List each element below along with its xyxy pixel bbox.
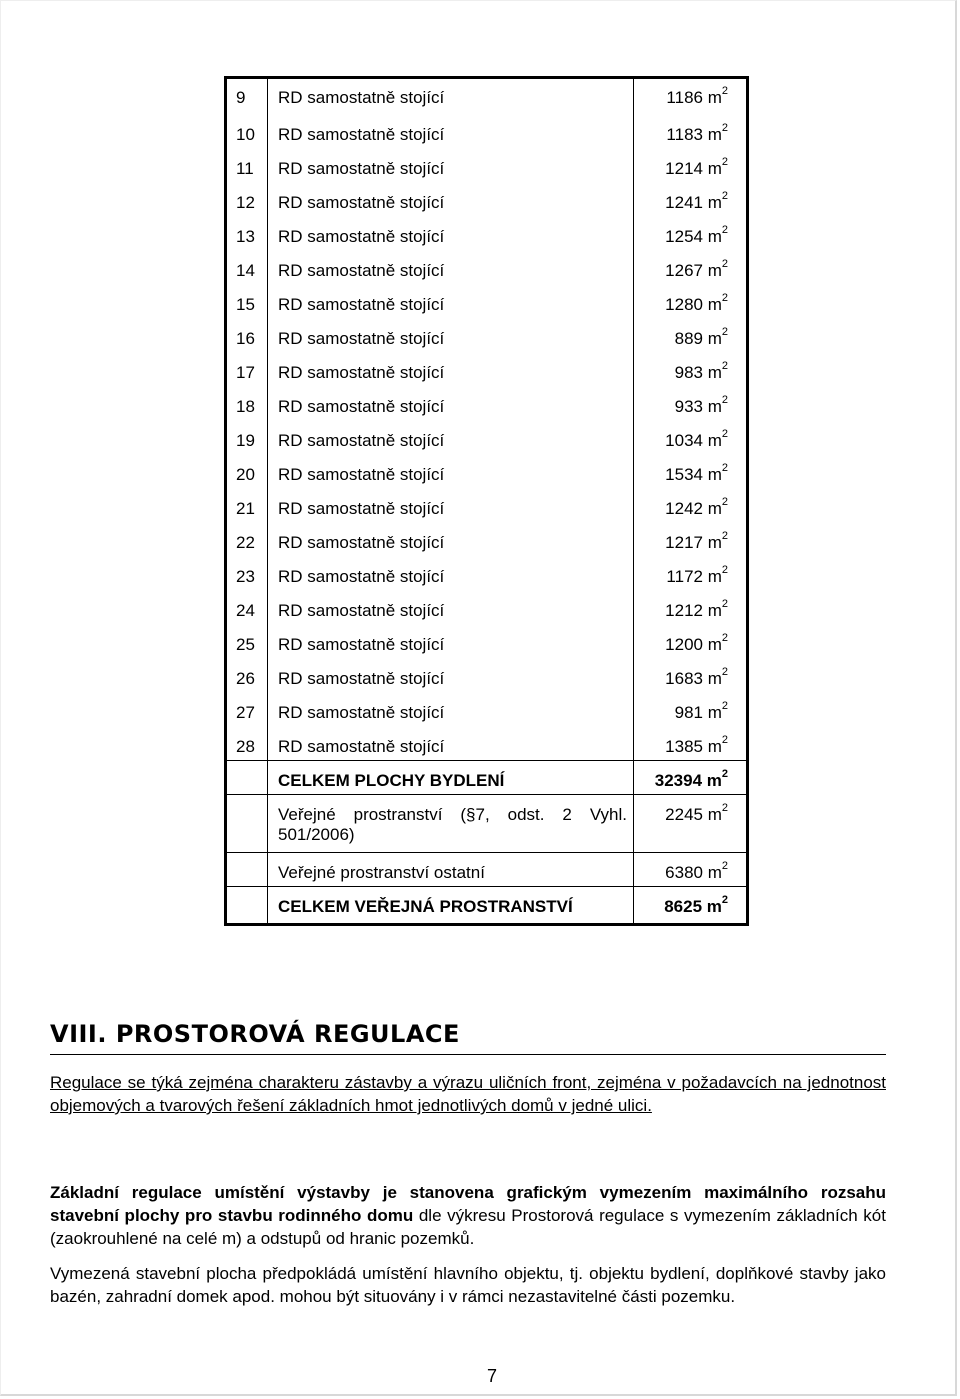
parcel-description: RD samostatně stojící bbox=[278, 464, 445, 484]
parcel-description: RD samostatně stojící bbox=[278, 702, 445, 722]
parcel-description: RD samostatně stojící bbox=[278, 532, 445, 552]
summary-num-cell bbox=[226, 795, 268, 853]
paragraph-regulation-scope: Regulace se týká zejména charakteru zástavby a výrazu uličních front, zejména v požadavcích na jednotnost objemových a tvarových řešení základních hmot jednotlivých domů v jedné ulici. bbox=[50, 1073, 886, 1115]
parcel-area-cell bbox=[634, 149, 748, 183]
table-row bbox=[226, 523, 748, 557]
parcel-number: 9 bbox=[226, 78, 268, 115]
page-number: 7 bbox=[486, 1366, 497, 1386]
table-row bbox=[226, 557, 748, 591]
parcel-area-unit-sup: 2 bbox=[721, 359, 728, 372]
parcel-number: 13 bbox=[226, 217, 268, 251]
parcel-description: RD samostatně stojící bbox=[278, 498, 445, 518]
parcel-area: 1034 m bbox=[665, 430, 722, 450]
parcel-area: 1254 m bbox=[665, 226, 722, 246]
parcel-area-cell bbox=[634, 591, 748, 625]
table-row bbox=[226, 659, 748, 693]
parcel-description: RD samostatně stojící bbox=[278, 566, 445, 586]
parcel-area-cell bbox=[634, 115, 748, 149]
public-other-area-cell bbox=[634, 853, 748, 887]
public-total-unit-sup: 2 bbox=[721, 894, 728, 907]
parcel-area-cell bbox=[634, 251, 748, 285]
parcel-area-unit-sup: 2 bbox=[721, 631, 728, 644]
parcel-description: RD samostatně stojící bbox=[268, 78, 634, 115]
public-regulated-area-cell bbox=[634, 795, 748, 853]
public-total-area-cell bbox=[634, 887, 748, 925]
parcel-area-unit-sup: 2 bbox=[721, 121, 728, 134]
parcel-area-cell bbox=[634, 625, 748, 659]
parcel-area: 933 m bbox=[674, 396, 722, 416]
parcel-area-cell bbox=[634, 455, 748, 489]
parcel-area-unit-sup: 2 bbox=[721, 597, 728, 610]
parcel-description: RD samostatně stojící bbox=[278, 124, 445, 144]
parcel-area-unit-sup: 2 bbox=[721, 189, 728, 202]
parcel-area: 1280 m bbox=[665, 294, 722, 314]
parcel-number: 19 bbox=[226, 421, 268, 455]
public-other-unit-sup: 2 bbox=[721, 860, 728, 873]
parcel-area-unit-sup: 2 bbox=[721, 155, 728, 168]
table-row bbox=[226, 489, 748, 523]
parcel-area: 981 m bbox=[674, 702, 722, 722]
parcel-number: 16 bbox=[226, 319, 268, 353]
table-row bbox=[226, 727, 748, 761]
public-total-area: 8625 m bbox=[664, 897, 722, 916]
summary-num-cell bbox=[226, 761, 268, 795]
public-other-area: 6380 m bbox=[665, 863, 722, 882]
parcel-area-unit-sup: 2 bbox=[721, 495, 728, 508]
summary-num-cell bbox=[226, 887, 268, 925]
parcel-area: 889 m bbox=[674, 328, 722, 348]
parcel-area-cell bbox=[634, 489, 748, 523]
parcel-number: 22 bbox=[226, 523, 268, 557]
basic-regulation-rest: dle výkresu Prostorová regulace s vymezením základních kót (zaokrouhlené na celé m) a odstupů od hranic pozemků. bbox=[50, 1206, 886, 1248]
parcel-description: RD samostatně stojící bbox=[278, 396, 445, 416]
table-row bbox=[226, 183, 748, 217]
parcel-area-cell bbox=[634, 421, 748, 455]
parcel-description: RD samostatně stojící bbox=[278, 260, 445, 280]
parcel-area: 1186 m bbox=[666, 88, 722, 107]
table-row bbox=[226, 115, 748, 149]
section-heading: VIII. PROSTOROVÁ REGULACE bbox=[50, 1020, 886, 1055]
parcel-number: 12 bbox=[226, 183, 268, 217]
table-row bbox=[226, 78, 748, 115]
table-row bbox=[226, 421, 748, 455]
parcel-area-unit-sup: 2 bbox=[721, 257, 728, 270]
parcel-number: 15 bbox=[226, 285, 268, 319]
parcel-number: 25 bbox=[226, 625, 268, 659]
parcel-area-unit-sup: 2 bbox=[721, 427, 728, 440]
parcel-number: 20 bbox=[226, 455, 268, 489]
parcel-area: 1385 m bbox=[665, 736, 722, 756]
table-row bbox=[226, 625, 748, 659]
parcel-area: 1242 m bbox=[665, 498, 722, 518]
parcel-area-unit-sup: 2 bbox=[721, 325, 728, 338]
parcel-area: 1214 m bbox=[665, 158, 722, 178]
parcel-number: 11 bbox=[226, 149, 268, 183]
parcel-area-cell bbox=[634, 353, 748, 387]
parcel-area-unit-sup: 2 bbox=[721, 563, 728, 576]
parcel-description: RD samostatně stojící bbox=[278, 328, 445, 348]
parcel-area-unit-sup: 2 bbox=[721, 461, 728, 474]
parcel-area: 1200 m bbox=[665, 634, 722, 654]
parcel-area: 1241 m bbox=[665, 192, 722, 212]
parcel-area: 1183 m bbox=[666, 124, 722, 144]
paragraph-building-area: Vymezená stavební plocha předpokládá umístění hlavního objektu, tj. objektu bydlení, doplňkové stavby jako bazén, zahradní domek apod. mohou být situovány i v rámci nezastavitelné části pozemku. bbox=[50, 1264, 886, 1306]
parcel-area-cell bbox=[634, 387, 748, 421]
parcel-description: RD samostatně stojící bbox=[278, 192, 445, 212]
public-regulated-unit-sup: 2 bbox=[721, 802, 728, 815]
parcel-description: RD samostatně stojící bbox=[278, 362, 445, 382]
parcel-area-cell bbox=[634, 523, 748, 557]
parcel-area-cell bbox=[634, 78, 748, 115]
summary-num-cell bbox=[226, 853, 268, 887]
parcel-number: 26 bbox=[226, 659, 268, 693]
parcel-area: 1212 m bbox=[665, 600, 722, 620]
parcel-description: RD samostatně stojící bbox=[278, 600, 445, 620]
parcel-description: RD samostatně stojící bbox=[278, 634, 445, 654]
paragraph-basic-regulation bbox=[50, 1181, 886, 1250]
housing-total-area-cell bbox=[634, 761, 748, 795]
parcel-number: 23 bbox=[226, 557, 268, 591]
parcel-number: 10 bbox=[226, 115, 268, 149]
parcel-area-unit-sup: 2 bbox=[721, 699, 728, 712]
parcel-area-unit-sup: 2 bbox=[721, 85, 728, 98]
table-row bbox=[226, 353, 748, 387]
parcel-number: 28 bbox=[226, 727, 268, 761]
parcel-number: 17 bbox=[226, 353, 268, 387]
parcel-area-cell bbox=[634, 557, 748, 591]
public-other-label: Veřejné prostranství ostatní bbox=[268, 853, 634, 887]
parcel-area-unit-sup: 2 bbox=[721, 291, 728, 304]
parcel-area: 1217 m bbox=[665, 532, 722, 552]
parcel-number: 27 bbox=[226, 693, 268, 727]
parcel-area-unit-sup: 2 bbox=[721, 223, 728, 236]
parcel-number: 24 bbox=[226, 591, 268, 625]
parcel-area-cell bbox=[634, 319, 748, 353]
parcel-description: RD samostatně stojící bbox=[278, 668, 445, 688]
parcel-number: 14 bbox=[226, 251, 268, 285]
parcel-description: RD samostatně stojící bbox=[278, 736, 445, 756]
parcel-description: RD samostatně stojící bbox=[278, 226, 445, 246]
parcel-description: RD samostatně stojící bbox=[278, 294, 445, 314]
parcel-area-cell bbox=[634, 285, 748, 319]
public-regulated-area: 2245 m bbox=[665, 805, 722, 824]
table-row bbox=[226, 285, 748, 319]
summary-row-public-other bbox=[226, 853, 748, 887]
parcel-area: 1534 m bbox=[665, 464, 722, 484]
parcel-area-unit-sup: 2 bbox=[721, 733, 728, 746]
parcel-area: 1267 m bbox=[665, 260, 722, 280]
table-row bbox=[226, 217, 748, 251]
table-row bbox=[226, 591, 748, 625]
table-row bbox=[226, 387, 748, 421]
parcel-area-cell bbox=[634, 727, 748, 761]
parcel-area: 1683 m bbox=[665, 668, 722, 688]
parcel-area-unit-sup: 2 bbox=[721, 665, 728, 678]
table-row bbox=[226, 319, 748, 353]
housing-total-label: CELKEM PLOCHY BYDLENÍ bbox=[268, 761, 634, 795]
parcel-area-cell bbox=[634, 217, 748, 251]
parcel-description: RD samostatně stojící bbox=[278, 158, 445, 178]
summary-row-public-regulated bbox=[226, 795, 748, 853]
area-table bbox=[224, 76, 749, 926]
basic-regulation-bold: Základní regulace umístění výstavby je stanovena grafickým vymezením maximálního rozsahu stavební plochy pro stavbu rodinného domu bbox=[50, 1183, 886, 1225]
public-regulated-label: Veřejné prostranství (§7, odst. 2 Vyhl. 501/2006) bbox=[268, 795, 634, 853]
parcel-number: 18 bbox=[226, 387, 268, 421]
area-table-body bbox=[226, 78, 748, 761]
parcel-area-cell bbox=[634, 183, 748, 217]
table-row bbox=[226, 693, 748, 727]
parcel-description: RD samostatně stojící bbox=[278, 430, 445, 450]
summary-body bbox=[226, 761, 748, 925]
housing-total-area: 32394 m bbox=[654, 771, 722, 790]
parcel-area-cell bbox=[634, 693, 748, 727]
table-row bbox=[226, 455, 748, 489]
summary-row-public-total bbox=[226, 887, 748, 925]
parcel-area-unit-sup: 2 bbox=[721, 529, 728, 542]
housing-total-unit-sup: 2 bbox=[721, 768, 728, 781]
parcel-number: 21 bbox=[226, 489, 268, 523]
parcel-area-cell bbox=[634, 659, 748, 693]
summary-row-housing bbox=[226, 761, 748, 795]
table-row bbox=[226, 251, 748, 285]
table-row bbox=[226, 149, 748, 183]
public-total-label: CELKEM VEŘEJNÁ PROSTRANSTVÍ bbox=[268, 887, 634, 925]
parcel-area: 1172 m bbox=[666, 566, 722, 586]
parcel-area-unit-sup: 2 bbox=[721, 393, 728, 406]
parcel-area: 983 m bbox=[674, 362, 722, 382]
